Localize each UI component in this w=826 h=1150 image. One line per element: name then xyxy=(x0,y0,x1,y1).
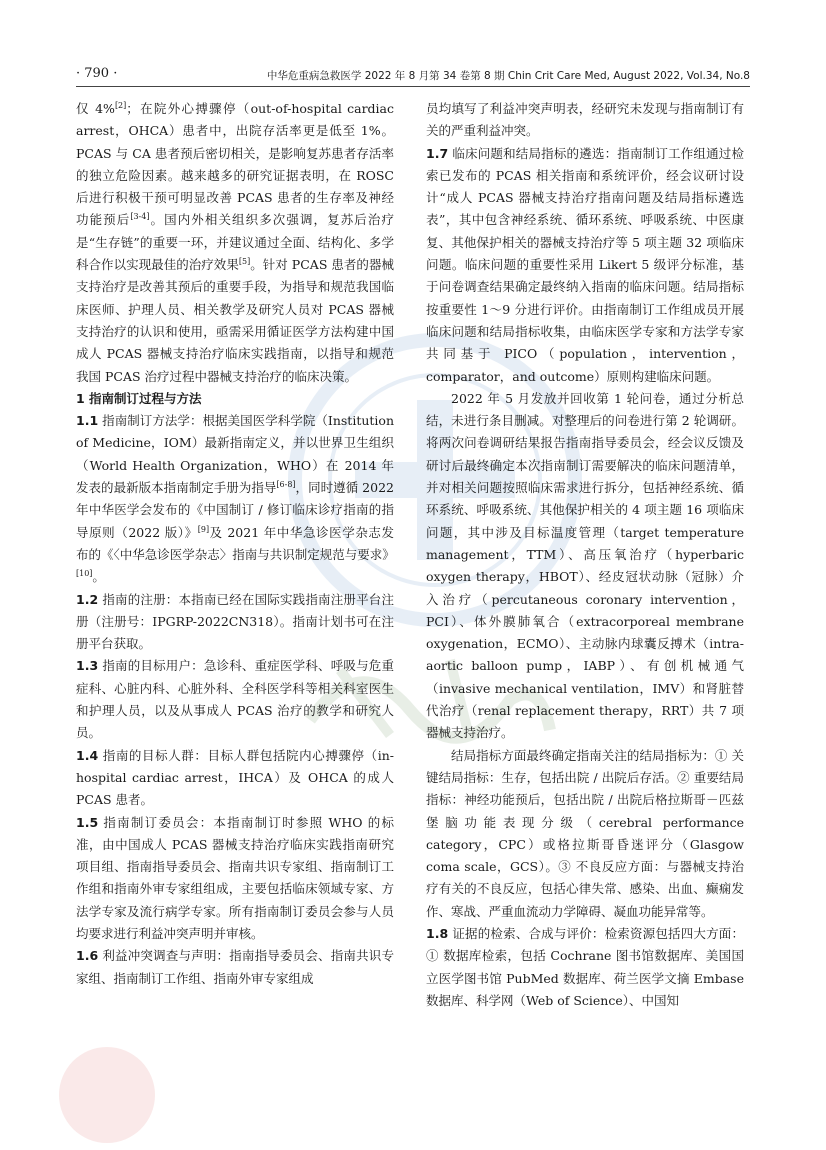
seal-watermark xyxy=(52,1040,162,1150)
running-header xyxy=(76,66,750,86)
page-number: · 790 · xyxy=(76,66,118,81)
section-1-2: 1.2 指南的注册：本指南已经在国际实践指南注册平台注册（注册号：IPGRP-2022CN318）。指南计划书可在注册平台获取。 xyxy=(76,591,394,652)
header-rule xyxy=(76,86,750,87)
section-1-3: 1.3 指南的目标用户：急诊科、重症医学科、呼吸与危重症科、心脏内科、心脏外科、全科医学科等相关科室医生和护理人员，以及从事成人 PCAS 治疗的教学和研究人员。 xyxy=(76,658,394,741)
survey-paragraph: 2022 年 5 月发放并回收第 1 轮问卷，通过分析总结，未进行条目删减。对整理后的问卷进行第 2 轮调研。将两次问卷调研结果报告指南指导委员会，经会议反馈及研讨后最终确定本次指南制订需要解决的临床问题清单，并对相关问题按照临床需求进行拆分，包括神经系统、循环系统、呼吸系统、其他保护相关的 4 项主题 16 项临床问题，其中涉及目标温度管理（target temperature management，TTM）、高压氧治疗（hyperbaric oxygen therapy，HBOT）、经皮冠状动脉（冠脉）介入治疗（percutaneous coronary intervention，PCI）、体外膜肺氧合（extracorporeal membrane oxygenation，ECMO）、主动脉内球囊反搏术（intra-aortic balloon pump，IABP）、有创机械通气（invasive mechanical ventilation，IMV）和肾脏替代治疗（renal replacement therapy，RRT）共 7 项器械支持治疗。 xyxy=(426,390,744,741)
right-column xyxy=(426,98,744,1012)
journal-citation: 中华危重病急救医学 2022 年 8 月第 34 卷第 8 期 Chin Crit Care Med, August 2022, Vol.34, No.8 xyxy=(266,70,750,82)
outcome-paragraph: 结局指标方面最终确定指南关注的结局指标为：① 关键结局指标：生存，包括出院 / 出院后存活。② 重要结局指标：神经功能预后，包括出院 / 出院后格拉斯哥－匹兹堡脑功能表现分级（cerebral performance category，CPC）或格拉斯哥昏迷评分（Glasgow coma scale，GCS）。③ 不良反应方面：与器械支持治疗有关的不良反应，包括心律失常、感染、出血、癫痫发作、寒战、严重血流动力学障碍、凝血功能异常等。 xyxy=(426,747,744,919)
intro-paragraph: 仅 4%[2]；在院外心搏骤停（out-of-hospital cardiac arrest，OHCA）患者中，出院存活率更是低至 1%。PCAS 与 CA 患者预后密切相关，是影响复苏患者存活率的独立危险因素。越来越多的研究证据表明，在 ROSC 后进行积极干预可明显改善 PCAS 患者的生存率及神经功能预后[3-4]。国内外相关组织多次强调，复苏后治疗是“生存链”的重要一环，并建议通过全面、结构化、多学科合作以实现最佳的治疗效果[5]。针对 PCAS 患者的器械支持治疗是改善其预后的重要手段，为指导和规范我国临床医师、护理人员、相关教学及研究人员对 PCAS 器械支持治疗的认识和使用，亟需采用循证医学方法构建中国成人 PCAS 器械支持治疗临床实践指南，以指导和规范我国 PCAS 治疗过程中器械支持治疗的临床决策。 xyxy=(76,100,394,384)
section-1-4: 1.4 指南的目标人群：目标人群包括院内心搏骤停（in-hospital cardiac arrest，IHCA）及 OHCA 的成人 PCAS 患者。 xyxy=(76,747,394,808)
section-1-1: 1.1 指南制订方法学：根据美国医学科学院（Institution of Medicine，IOM）最新指南定义，并以世界卫生组织（World Health Organization，WHO）在 2014 年发表的最新版本指南制定手册为指导[6-8]，同时遵循 2022 年中华医学会发布的《中国制订 / 修订临床诊疗指南的指导原则（2022 版）》[9]及 2021 年中华急诊医学杂志发布的《〈中华急诊医学杂志〉指南与共识制定规范与要求》[10]。 xyxy=(76,413,395,585)
continued-paragraph: 员均填写了利益冲突声明表，经研究未发现与指南制订有关的严重利益冲突。 xyxy=(426,101,744,139)
section-heading: 1 指南制订过程与方法 xyxy=(76,390,202,406)
section-1-5: 1.5 指南制订委员会：本指南制订时参照 WHO 的标准，由中国成人 PCAS 器械支持治疗临床实践指南研究项目组、指南指导委员会、指南共识专家组、指南制订工作组和指南外审专家组组成，主要包括临床领域专家、方法学专家及流行病学专家。所有指南制订委员会参与人员均要求进行利益冲突声明并审核。 xyxy=(76,814,394,941)
left-column xyxy=(76,98,394,990)
section-1-7: 1.7 临床问题和结局指标的遴选：指南制订工作组通过检索已发布的 PCAS 相关指南和系统评价，经会议研讨设计“成人 PCAS 器械支持治疗指南问题及结局指标遴选表”，其中包含神经系统、循环系统、呼吸系统、中医康复、其他保护相关的器械支持治疗等 5 项主题 32 项临床问题。临床问题的重要性采用 Likert 5 级评分标准，基于问卷调查结果确定最终纳入指南的临床问题。结局指标按重要性 1～9 分进行评价。由指南制订工作组成员开展临床问题和结局指标收集，由临床医学专家和方法学专家共同基于 PICO（population，intervention，comparator，and outcome）原则构建临床问题。 xyxy=(426,145,744,384)
section-1-6: 1.6 利益冲突调查与声明：指南指导委员会、指南共识专家组、指南制订工作组、指南外审专家组成 xyxy=(76,948,394,986)
section-1-8: 1.8 证据的检索、合成与评价：检索资源包括四大方面：① 数据库检索，包括 Cochrane 图书馆数据库、美国国立医学图书馆 PubMed 数据库、荷兰医学文摘 Embase 数据库、科学网（Web of Science）、中国知 xyxy=(426,925,744,1008)
